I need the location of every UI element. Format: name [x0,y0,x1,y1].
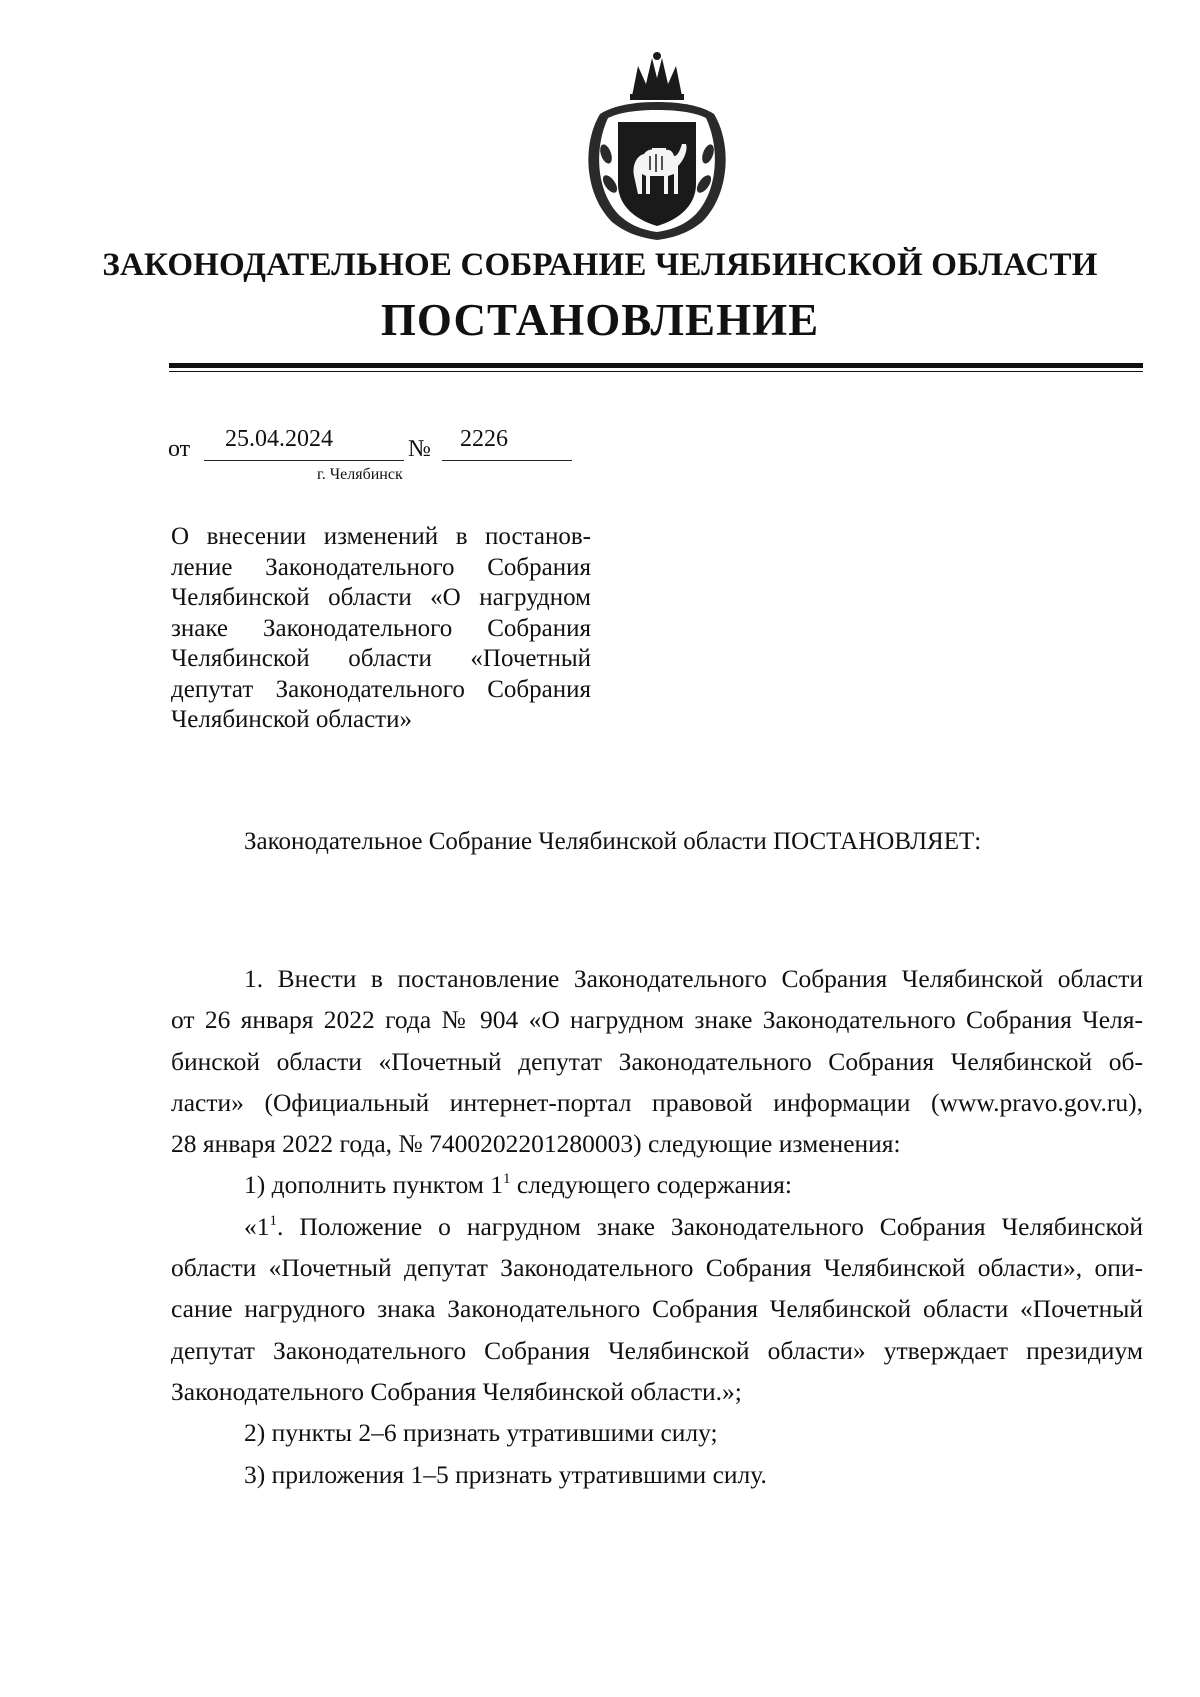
paragraph-1-line: 28 января 2022 года, № 7400202201280003) следующие изменения: [171,1129,901,1159]
subject-line: знаке Законодательного Собрания [171,614,591,642]
subject-line: Челябинской области» [171,706,412,733]
quote-superscript: 1 [269,1212,277,1229]
paragraph-1-line: ласти» (Официальный интернет-портал правовой информации (www.pravo.gov.ru), [171,1087,1143,1117]
item-1 [171,1164,1143,1205]
quote-line: депутат Законодательного Собрания Челябинской области» утверждает президиум [171,1335,1143,1365]
quote-first-rest: . Положение о нагрудном знаке Законодательного Собрания Челябинской [277,1211,1143,1241]
quote-first-line [171,1206,1143,1247]
item-2: 2) пункты 2–6 признать утратившими силу; [244,1418,718,1448]
document-number: 2226 [460,426,508,452]
quote-prefix: «1 [244,1211,270,1241]
item-1-superscript: 1 [503,1171,511,1188]
subject-line: О внесении изменений в постанов- [171,523,591,550]
document-subject [171,522,591,736]
header-rule-thick [169,363,1143,368]
organization-title: ЗАКОНОДАТЕЛЬНОЕ СОБРАНИЕ ЧЕЛЯБИНСКОЙ ОБЛАСТИ [102,247,1098,283]
quote-line: сание нагрудного знака Законодательного Собрания Челябинской области «Почетный [171,1294,1143,1324]
quote-line: Законодательного Собрания Челябинской области.»; [171,1376,742,1406]
document-city: г. Челябинск [317,466,403,483]
document-date: 25.04.2024 [225,426,333,452]
header-rule-thin [169,371,1143,372]
document-type-heading: ПОСТАНОВЛЕНИЕ [380,295,820,345]
number-sign-label: № [408,436,431,462]
decree-statement: Законодательное Собрание Челябинской области ПОСТАНОВЛЯЕТ: [244,828,982,855]
item-1-prefix: 1) дополнить пунктом 1 [244,1170,503,1200]
item-3: 3) приложения 1–5 признать утратившими силу. [244,1459,767,1489]
subject-line: депутат Законодательного Собрания [171,675,591,703]
document-body [171,958,1143,1495]
subject-line: Челябинской области «Почетный [171,645,591,672]
date-underline [204,460,404,461]
quote-line: области «Почетный депутат Законодательного Собрания Челябинской области», опи- [171,1253,1143,1283]
paragraph-1-line: 1. Внести в постановление Законодательного Собрания Челябинской области [244,964,1143,993]
subject-line: Челябинской области «О нагрудном [171,584,591,611]
item-1-suffix: следующего содержания: [510,1170,792,1200]
paragraph-1-line: от 26 января 2022 года № 904 «О нагрудном знаке Законодательного Собрания Челя- [171,1005,1143,1035]
paragraph-1-line: бинской области «Почетный депутат Законодательного Собрания Челябинской об- [171,1046,1143,1076]
date-prefix-label: от [168,436,191,462]
subject-line: ление Законодательного Собрания [171,553,591,581]
number-underline [442,460,572,461]
coat-of-arms-emblem [572,44,742,244]
